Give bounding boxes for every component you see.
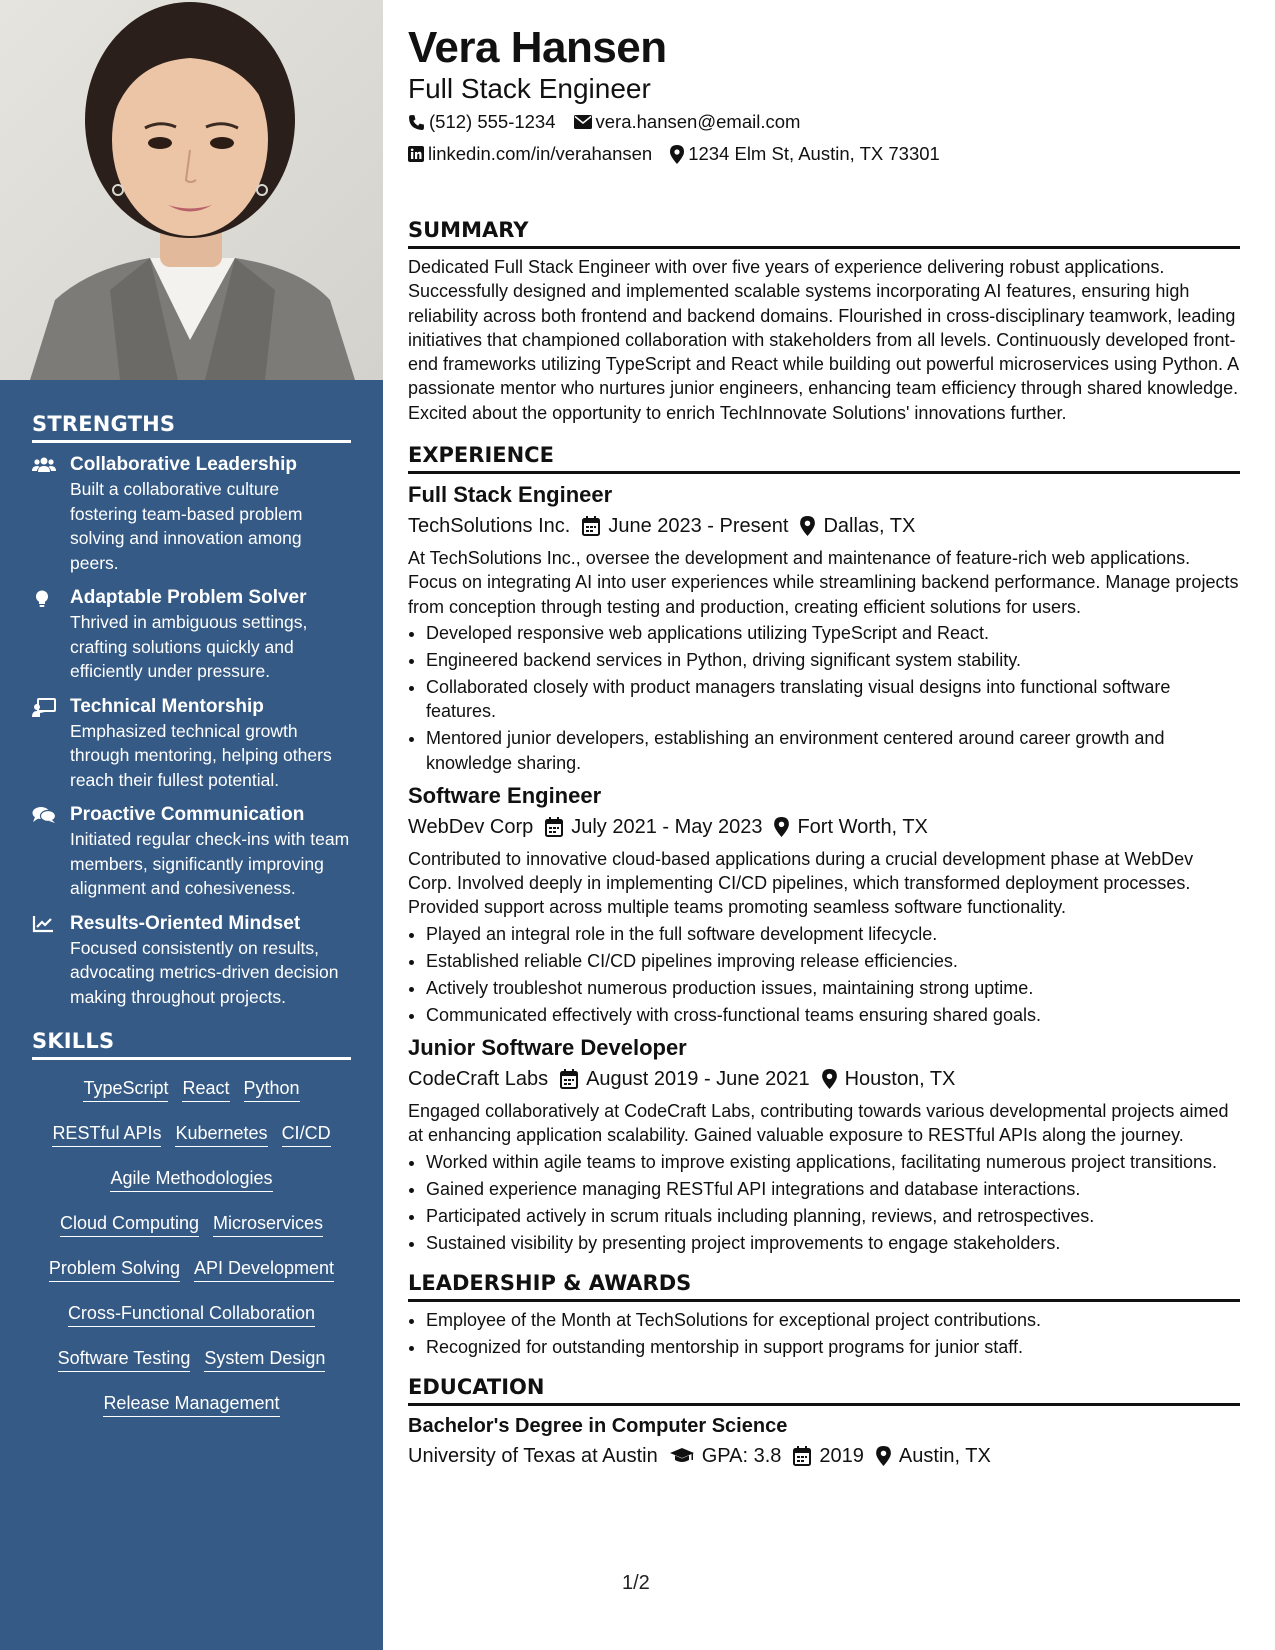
skill-tag: React <box>182 1076 229 1102</box>
strength-title: Adaptable Problem Solver <box>70 587 307 608</box>
job-description: Engaged collaboratively at CodeCraft Labs, contributing towards various developmental projects aimed at enhancing application scalability. Gained valuable exposure to RESTful APIs along the journey. <box>408 1100 1229 1146</box>
bullet-item: • Communicated effectively with cross-functional teams ensuring shared goals. <box>426 1003 1240 1027</box>
lightbulb-icon <box>32 586 70 684</box>
strengths-heading: STRENGTHS <box>32 412 351 443</box>
skill-tag: Problem Solving <box>49 1256 180 1282</box>
calendar-icon <box>582 516 600 536</box>
map-pin-icon <box>670 145 684 164</box>
linkedin-text: linkedin.com/in/verahansen <box>428 143 653 164</box>
company-name: CodeCraft Labs <box>408 1067 549 1090</box>
sidebar <box>0 0 383 1650</box>
bullet-item: • Worked within agile teams to improve existing applications, facilitating numerous project transitions. <box>426 1150 1240 1174</box>
sidebar-content <box>32 412 351 1436</box>
skill-tag: Agile Methodologies <box>110 1166 272 1192</box>
strength-item <box>32 695 351 793</box>
skill-row <box>32 1346 351 1391</box>
linkedin-icon <box>408 146 424 162</box>
map-pin-icon <box>800 516 815 536</box>
job-title: Software Engineer <box>408 782 602 808</box>
skill-tag: Cross-Functional Collaboration <box>68 1301 315 1327</box>
leadership-list <box>408 1308 1240 1359</box>
strength-title: Technical Mentorship <box>70 695 264 717</box>
email-contact[interactable] <box>574 106 801 138</box>
address-contact <box>670 138 940 170</box>
leadership-heading: LEADERSHIP & AWARDS <box>408 1269 1240 1302</box>
map-pin-icon <box>876 1446 891 1466</box>
experience-heading: EXPERIENCE <box>408 441 1240 474</box>
job-bullets <box>408 922 1240 1027</box>
calendar-icon <box>560 1069 578 1089</box>
skill-row <box>32 1256 351 1301</box>
job-entry <box>408 1033 1240 1255</box>
phone-text: (512) 555-1234 <box>429 111 556 132</box>
job-meta <box>408 811 1240 843</box>
skill-tag: RESTful APIs <box>52 1121 161 1147</box>
company-name: WebDev Corp <box>408 815 534 838</box>
strength-desc: Thrived in ambiguous settings, crafting solutions quickly and efficiently under pressure. <box>70 612 308 681</box>
education-heading: EDUCATION <box>408 1373 1240 1406</box>
skill-tag: Python <box>244 1076 300 1102</box>
bullet-item: • Developed responsive web applications utilizing TypeScript and React. <box>426 621 1240 645</box>
strength-title: Collaborative Leadership <box>70 454 298 475</box>
education-location: Austin, TX <box>898 1445 991 1468</box>
skill-tag: System Design <box>204 1346 325 1372</box>
job-bullets <box>408 621 1240 775</box>
job-dates: July 2021 - May 2023 <box>571 815 763 838</box>
job-bullets <box>408 1150 1240 1255</box>
job-dates: August 2019 - June 2021 <box>586 1067 810 1090</box>
profile-photo <box>0 0 383 380</box>
linkedin-contact[interactable] <box>408 138 652 170</box>
skill-tag: Cloud Computing <box>60 1211 199 1237</box>
skill-tag: Release Management <box>103 1391 279 1417</box>
main-content <box>408 22 1240 1476</box>
strength-desc: Initiated regular check-ins with team members, significantly improving alignment and cohesiveness. <box>70 829 350 898</box>
skill-row <box>32 1121 351 1166</box>
job-entry <box>408 480 1240 775</box>
map-pin-icon <box>822 1069 837 1089</box>
education-meta <box>408 1440 1240 1472</box>
strength-item <box>32 912 351 1010</box>
map-pin-icon <box>774 817 789 837</box>
job-meta <box>408 1063 1240 1095</box>
strength-item <box>32 586 351 684</box>
strength-desc: Built a collaborative culture fostering team-based problem solving and innovation among peers. <box>70 479 303 573</box>
contact-row <box>408 138 1240 170</box>
bullet-item: • Played an integral role in the full software development lifecycle. <box>426 922 1240 946</box>
skill-tag: Kubernetes <box>175 1121 267 1147</box>
strength-title: Results-Oriented Mindset <box>70 912 301 934</box>
award-item: • Recognized for outstanding mentorship in support programs for junior staff. <box>426 1335 1240 1359</box>
bullet-item: • Engineered backend services in Python, driving significant system stability. <box>426 648 1240 672</box>
skill-tag: API Development <box>194 1256 334 1282</box>
skills-heading: SKILLS <box>32 1029 351 1060</box>
skill-row <box>32 1301 351 1346</box>
candidate-name: Vera Hansen <box>408 23 667 72</box>
bullet-item: • Established reliable CI/CD pipelines improving release efficiencies. <box>426 949 1240 973</box>
skill-tag: Software Testing <box>58 1346 191 1372</box>
job-dates: June 2023 - Present <box>608 515 789 538</box>
envelope-icon <box>574 115 592 129</box>
calendar-icon <box>793 1446 811 1466</box>
people-icon <box>32 453 70 575</box>
gpa: GPA: 3.8 <box>701 1445 782 1468</box>
job-description: At TechSolutions Inc., oversee the development and maintenance of feature-rich web applications. Focus on integrating AI into user experiences while streamlining backend performance. Manage projects from conception through testing and production, creating efficient solutions for users. <box>408 548 1239 617</box>
job-location: Dallas, TX <box>823 515 916 538</box>
skill-row <box>32 1391 351 1436</box>
bullet-item: • Participated actively in scrum rituals including planning, reviews, and retrospectives. <box>426 1204 1240 1228</box>
phone-icon <box>408 114 425 131</box>
strength-item <box>32 803 351 901</box>
strength-desc: Emphasized technical growth through mentoring, helping others reach their fullest potential. <box>70 720 332 790</box>
skill-row <box>32 1076 351 1121</box>
job-title: Junior Software Developer <box>408 1034 687 1060</box>
skill-row <box>32 1166 351 1211</box>
calendar-icon <box>545 817 563 837</box>
award-item: • Employee of the Month at TechSolutions for exceptional project contributions. <box>426 1308 1240 1332</box>
bullet-item: • Mentored junior developers, establishing an environment centered around career growth and knowledge sharing. <box>426 726 1240 775</box>
bullet-item: • Collaborated closely with product managers translating visual designs into functional software features. <box>426 675 1240 724</box>
skill-tag: TypeScript <box>83 1076 168 1102</box>
chat-icon <box>32 803 70 901</box>
school-name: University of Texas at Austin <box>408 1445 658 1468</box>
skill-tag: CI/CD <box>282 1121 331 1147</box>
contact-row <box>408 106 1240 138</box>
bullet-item: • Gained experience managing RESTful API integrations and database interactions. <box>426 1177 1240 1201</box>
job-meta <box>408 510 1240 542</box>
skill-row <box>32 1211 351 1256</box>
teacher-icon <box>32 695 70 793</box>
degree-title: Bachelor's Degree in Computer Science <box>408 1415 788 1438</box>
strength-desc: Focused consistently on results, advocating metrics-driven decision making throughout projects. <box>70 937 339 1007</box>
job-location: Fort Worth, TX <box>797 815 928 838</box>
chart-line-icon <box>32 912 70 1010</box>
bullet-item: • Actively troubleshot numerous production issues, maintaining strong uptime. <box>426 976 1240 1000</box>
graduation-cap-icon <box>670 1447 694 1465</box>
graduation-year: 2019 <box>819 1445 864 1468</box>
job-entry <box>408 781 1240 1027</box>
bullet-item: • Sustained visibility by presenting project improvements to engage stakeholders. <box>426 1231 1240 1255</box>
address-text: 1234 Elm St, Austin, TX 73301 <box>688 143 940 164</box>
summary-heading: SUMMARY <box>408 216 1240 249</box>
job-location: Houston, TX <box>844 1067 956 1090</box>
summary-text: Dedicated Full Stack Engineer with over five years of experience delivering robust applications. Successfully designed and implemented scalable systems incorporating AI features, ensuring high reliability across both frontend and backend domains. Flourished in cross-disciplinary teamwork, leading initiatives that championed collaboration with stakeholders from all levels. Continuously developed front-end frameworks utilizing TypeScript and React while building out powerful microservices using Python. A passionate mentor who nurtures junior engineers, enhancing team efficiency through shared knowledge. Excited about the opportunity to enrich TechInnovate Solutions' innovations further. <box>408 257 1239 423</box>
job-description: Contributed to innovative cloud-based applications during a crucial development phase at WebDev Corp. Involved deeply in implementing CI/CD pipelines, which transformed deployment processes. Provided support across multiple teams promoting seamless software functionality. <box>408 848 1194 918</box>
phone-contact <box>408 106 556 138</box>
strength-title: Proactive Communication <box>70 804 305 825</box>
skill-tag: Microservices <box>213 1211 323 1237</box>
page-indicator: 1/2 <box>622 1572 650 1594</box>
company-name: TechSolutions Inc. <box>408 515 571 538</box>
skills-section <box>32 1029 351 1436</box>
job-title-headline: Full Stack Engineer <box>408 73 651 104</box>
job-title: Full Stack Engineer <box>408 482 613 508</box>
strength-item <box>32 453 351 575</box>
email-text: vera.hansen@email.com <box>595 111 801 132</box>
